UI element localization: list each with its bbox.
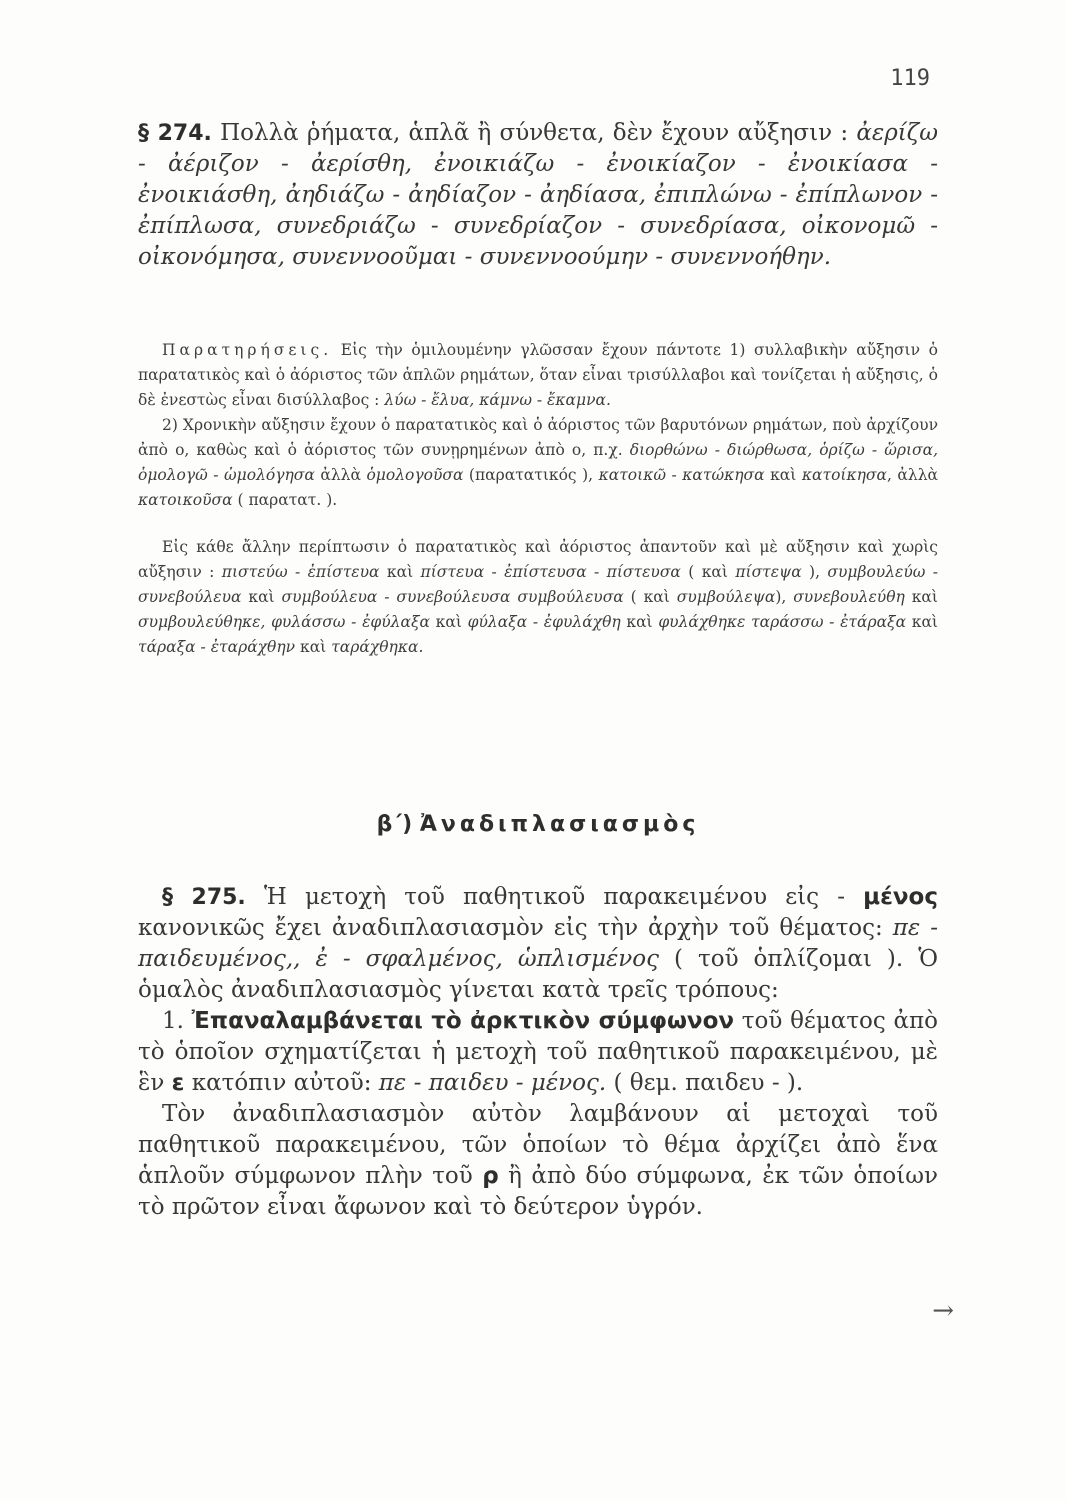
- continue-arrow-icon: →: [932, 1296, 954, 1326]
- observation-2-example: διορθώνω - διώρθωσα, ὁρίζω - ὥρισα, ὁμολογῶ - ὡμολόγησα: [138, 441, 938, 484]
- observation-3-example: τάραξα - ἐταράχθην: [138, 638, 296, 656]
- observation-3-example: συνεβουλεύθη: [793, 588, 905, 606]
- subheading-label: Ἀναδιπλασιασμὸς: [419, 812, 700, 837]
- observation-3-connector: καὶ: [904, 588, 938, 606]
- observation-3-connector: ),: [801, 563, 828, 581]
- observation-3-example: συμβουλεύθηκε, φυλάσσω - ἐφύλαξα: [138, 613, 430, 631]
- observation-3-example: συμβούλεψα: [676, 588, 776, 606]
- observation-1: [138, 338, 938, 413]
- section-275-p2-text: ἢ ἀπὸ δύο σύμφωνα, ἐκ τῶν ὁποίων τὸ πρῶτον εἶναι ἄφωνον καὶ τὸ δεύτερον ὑγρόν.: [138, 1163, 939, 1220]
- section-275-ending: μένος: [863, 884, 938, 910]
- observation-3-example: πίστεψα: [735, 563, 802, 581]
- subheading: [138, 812, 938, 837]
- observations-label: Παρατηρήσεις.: [162, 341, 333, 359]
- section-274-intro: Πολλὰ ῥήματα, ἁπλᾶ ἢ σύνθετα, δὲν ἔχουν αὔξησιν :: [211, 120, 857, 146]
- section-275-text: κανονικῶς ἔχει ἀναδιπλασιασμὸν εἰς τὴν ἀρχὴν τοῦ θέματος:: [138, 915, 893, 941]
- page-number: 119: [890, 66, 930, 91]
- observation-3-connector: καὶ: [379, 563, 421, 581]
- subheading-prefix: β΄): [376, 812, 420, 837]
- observation-2-end: ( παρατατ. ).: [232, 491, 338, 509]
- observation-2-connector: , ἀλλὰ: [886, 466, 938, 484]
- observation-3: [138, 535, 938, 660]
- section-274: [138, 118, 938, 273]
- observations: [138, 338, 938, 660]
- observation-3-connector: καὶ: [429, 613, 468, 631]
- section-275-number: § 275.: [162, 885, 246, 910]
- observation-3-text: Εἰς κάθε ἄλλην περίπτωσιν ὁ παρατατικὸς καὶ ἀόριστος ἀπαντοῦν καὶ μὲ αὔξησιν καὶ χωρὶς αὔξησιν :: [138, 538, 938, 581]
- section-275-text: ( τοῦ ὁπλίζομαι ). Ὁ ὁμαλὸς ἀναδιπλασιασμὸς γίνεται κατὰ τρεῖς τρόπους:: [138, 946, 938, 1003]
- section-274-paragraph: [138, 118, 938, 273]
- section-275-p2-text: Τὸν ἀναδιπλασιασμὸν αὐτὸν λαμβάνουν αἱ μετοχαὶ τοῦ παθητικοῦ παρακειμένου, τῶν ὁποίων τὸ θέμα ἀρχίζει ἀπὸ ἕνα ἁπλοῦν σύμφωνον πλὴν τοῦ: [138, 1101, 938, 1189]
- observation-3-example: φυλάχθηκε ταράσσω - ἐτάραξα: [658, 613, 907, 631]
- observation-3-connector: καὶ: [906, 613, 938, 631]
- item-1-text: τοῦ θέματος ἀπὸ τὸ ὁποῖον σχηματίζεται ἡ μετοχὴ τοῦ παθητικοῦ παρακειμένου, μὲ ἓν: [138, 1008, 938, 1096]
- section-275: [138, 882, 938, 1223]
- observation-3-example: ταράχθηκα.: [331, 638, 424, 656]
- observation-2-example: κατοίκησα: [801, 466, 887, 484]
- observation-2-connector: (παρατατικός ),: [463, 466, 599, 484]
- observation-3-connector: καὶ: [620, 613, 659, 631]
- observation-2-example: κατοικοῦσα: [138, 491, 233, 509]
- section-275-text: [300, 946, 315, 972]
- observation-3-example: πίστευα - ἐπίστευσα - πίστευσα: [420, 563, 681, 581]
- item-1-example: πε - παιδευ - μένος.: [378, 1070, 607, 1096]
- observation-3-connector: καὶ: [241, 588, 282, 606]
- item-1-rule: Ἐπαναλαμβάνεται τὸ ἀρκτικὸν σύμφωνον: [191, 1008, 735, 1034]
- section-275-text: Ἡ μετοχὴ τοῦ παθητικοῦ παρακειμένου εἰς -: [245, 884, 864, 910]
- observation-3-example: πιστεύω - ἐπίστευα: [221, 563, 380, 581]
- item-1-epsilon: ε: [171, 1070, 185, 1096]
- section-275-example: πε - παιδευμένος,,: [138, 915, 938, 972]
- item-1-text: κατόπιν αὐτοῦ:: [184, 1070, 379, 1096]
- section-275-paragraph-1: [138, 882, 938, 1006]
- observation-2: [138, 413, 938, 513]
- observation-2-connector: ἀλλὰ: [314, 466, 367, 484]
- item-1-number: 1.: [162, 1008, 192, 1034]
- observation-2-text: 2) Χρονικὴν αὔξησιν ἔχουν ὁ παρατατικὸς καὶ ὁ ἀόριστος τῶν βαρυτόνων ρημάτων, ποὺ ἀρχίζουν ἀπὸ ο, καθὼς καὶ ὁ ἀόριστος τῶν συνῃρημένων ἀπὸ ο, π.χ.: [138, 416, 938, 459]
- observation-1-text: Εἰς τὴν ὁμιλουμένην γλῶσσαν ἔχουν πάντοτε 1) συλλαβικὴν αὔξησιν ὁ παρατατικὸς καὶ ὁ ἀόριστος τῶν ἁπλῶν ρημάτων, ὅταν εἶναι τρισύλλαβοι καὶ τονίζεται ἡ αὔξησις, ὁ δὲ ἐνεστὼς εἶναι δισύλλαβος :: [138, 341, 938, 409]
- observation-3-connector: ( καὶ: [623, 588, 677, 606]
- section-275-rho: ρ: [482, 1163, 499, 1189]
- observation-3-connector: ( καὶ: [680, 563, 736, 581]
- observation-3-example: συμβουλεύω - συνεβούλευα: [138, 563, 939, 606]
- section-275-item-1: [138, 1006, 938, 1099]
- section-274-number: § 274.: [138, 121, 212, 146]
- observation-3-connector: ),: [775, 588, 794, 606]
- section-274-examples: ἀερίζω - ἀέριζον - ἀερίσθη, ἐνοικιάζω - ἐνοικίαζον - ἐνοικίασα - ἐνοικιάσθη, ἀηδιάζω - ἀηδίαζον - ἀηδίασα, ἐπιπλώνω - ἐπίπλωνον - ἐπίπλωσα, συνεδριάζω - συνεδρίαζον - συνεδρίασα, οἰκονομῶ - οἰκονόμησα, συνεννοοῦμαι - συνεννοούμην - συνεννοήθην.: [138, 120, 938, 270]
- observation-3-example: φύλαξα - ἐφυλάχθη: [467, 613, 621, 631]
- observation-2-example: κατοικῶ - κατώκησα: [598, 466, 765, 484]
- observation-2-connector: καὶ: [764, 466, 802, 484]
- observation-3-example: συμβούλευα - συνεβούλευσα συμβούλευσα: [281, 588, 624, 606]
- observation-3-connector: καὶ: [295, 638, 332, 656]
- observation-1-examples: λύω - ἔλυα, κάμνω - ἔκαμνα.: [384, 391, 611, 409]
- section-275-paragraph-2: [138, 1099, 938, 1223]
- observation-2-example: ὁμολογοῦσα: [366, 466, 464, 484]
- item-1-text: ( θεμ. παιδευ - ).: [606, 1070, 804, 1096]
- section-275-example: ἐ - σφαλμένος, ὡπλισμένος: [315, 946, 660, 972]
